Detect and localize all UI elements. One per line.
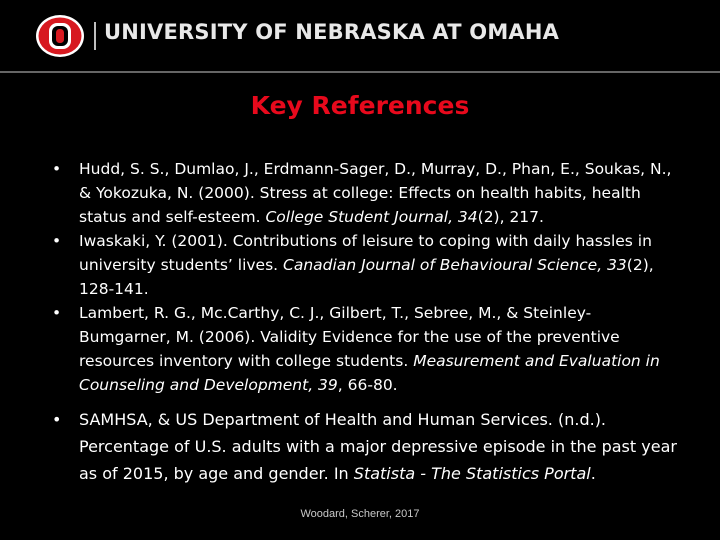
reference-item (52, 406, 682, 487)
bullet-icon: • (52, 410, 62, 429)
footer-credit: Woodard, Scherer, 2017 (300, 508, 420, 520)
reference-item (52, 157, 682, 229)
reference-journal: Canadian Journal of Behavioural Science, 33 (283, 256, 627, 274)
reference-list (52, 157, 682, 487)
header-rule (0, 71, 720, 73)
reference-details: (2), 128-141. (79, 256, 654, 298)
header-bar (0, 0, 720, 72)
reference-details: , 66-80. (337, 376, 398, 394)
bullet-icon: • (52, 160, 62, 178)
reference-text: Hudd, S. S., Dumlao, J., Erdmann-Sager, D., Murray, D., Phan, E., Soukas, N., & Yokozuka, N. (2000). Stress at college: Effects on health habits, health status and self-esteem. (79, 160, 672, 226)
reference-journal: Measurement and Evaluation in Counseling and Development, 39 (79, 352, 660, 394)
reference-details: (2), 217. (477, 208, 544, 226)
reference-item (52, 301, 682, 397)
reference-text: SAMHSA, & US Department of Health and Human Services. (n.d.). Percentage of U.S. adults with a major depressive episode in the past year as of 2015, by age and gender. In (79, 410, 677, 483)
reference-journal: College Student Journal, 34 (265, 208, 478, 226)
bullet-icon: • (52, 232, 62, 250)
reference-details: . (590, 464, 596, 483)
reference-item (52, 229, 682, 301)
bullet-icon: • (52, 304, 62, 322)
reference-journal: Statista - The Statistics Portal (353, 464, 591, 483)
reference-text: Iwaskaki, Y. (2001). Contributions of leisure to coping with daily hassles in university students’ lives. (79, 232, 652, 274)
slide-title: Key References (250, 91, 470, 120)
header-divider (94, 22, 96, 50)
university-name: UNIVERSITY OF NEBRASKA AT OMAHA (104, 20, 560, 44)
reference-text: Lambert, R. G., Mc.Carthy, C. J., Gilbert, T., Sebree, M., & Steinley-Bumgarner, M. (2006). Validity Evidence for the use of the preventive resources inventory with college students. (79, 304, 620, 370)
omaha-o-logo-icon (35, 14, 85, 58)
